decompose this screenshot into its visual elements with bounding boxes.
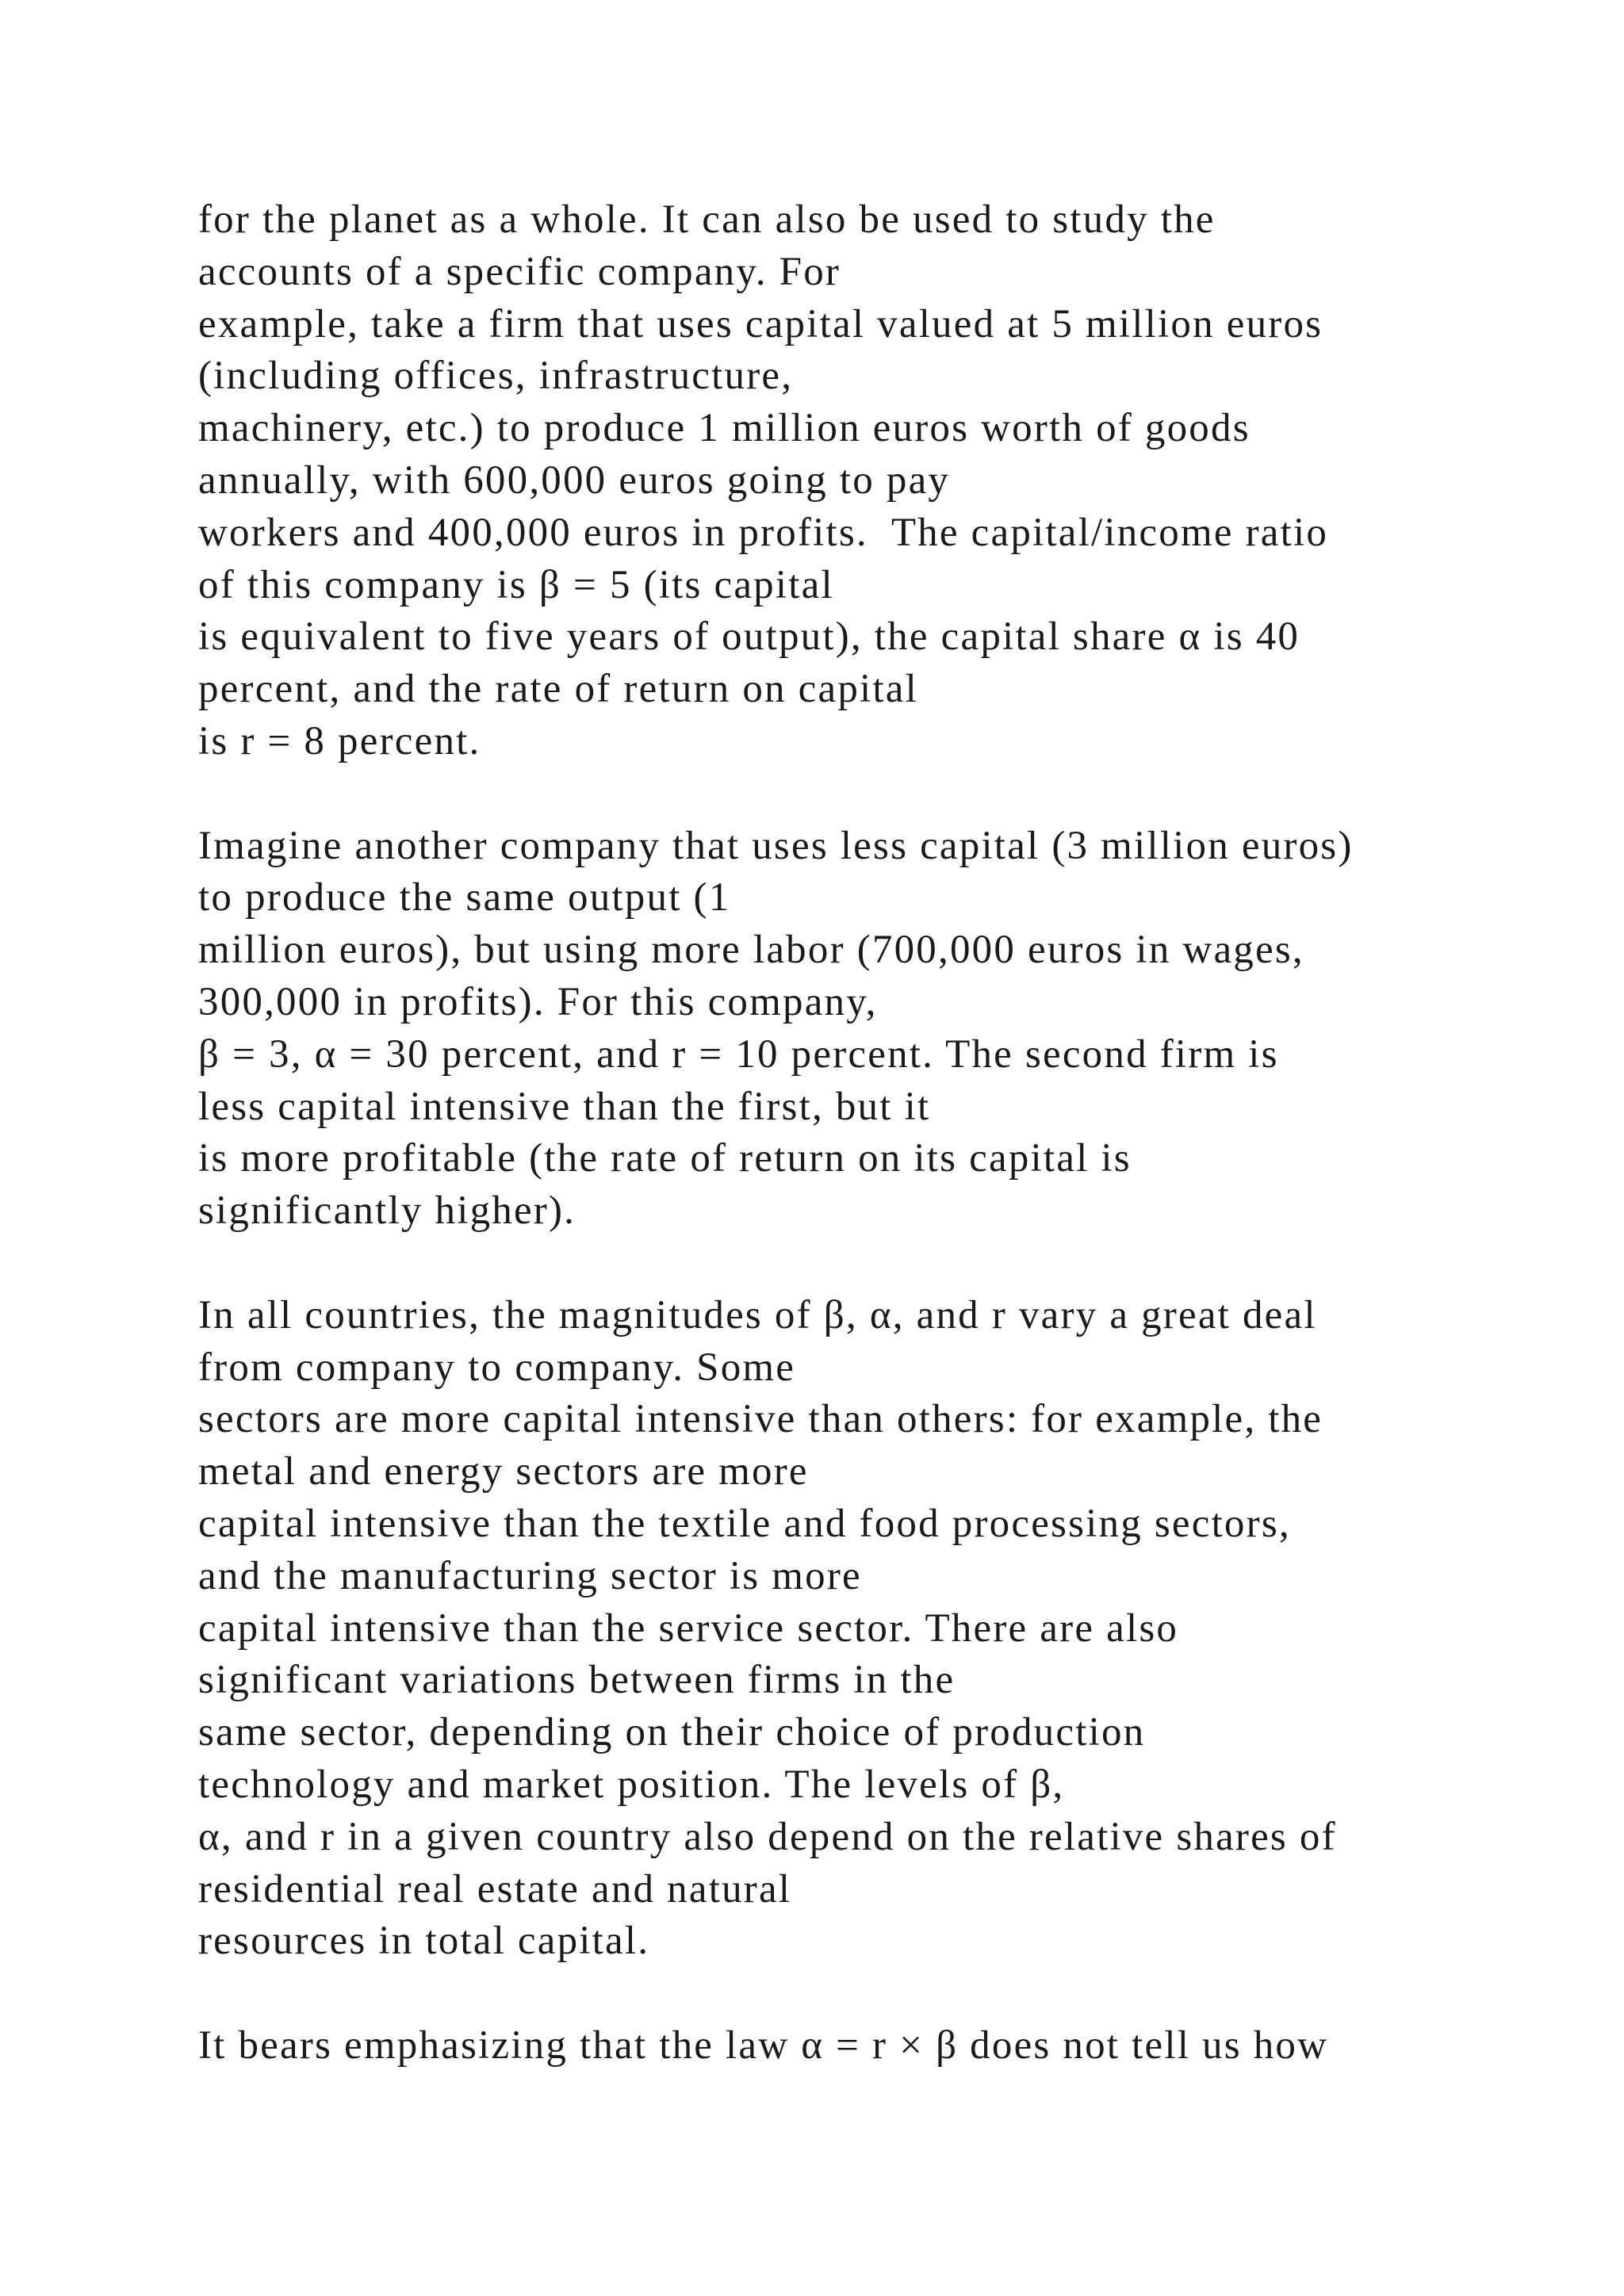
text-line: Imagine another company that uses less capital (3 million euros) <box>198 823 1354 868</box>
text-line: accounts of a specific company. For <box>198 249 841 294</box>
paragraph-4 <box>198 2020 1546 2072</box>
text-line: β = 3, α = 30 percent, and r = 10 percent. The second firm is <box>198 1031 1279 1077</box>
text-line: workers and 400,000 euros in profits. The capital/income ratio <box>198 510 1329 555</box>
text-line: million euros), but using more labor (700,000 euros in wages, <box>198 928 1304 973</box>
paragraph-2 <box>198 821 1546 1238</box>
paragraph-3 <box>198 1290 1546 1968</box>
text-line: same sector, depending on their choice of production <box>198 1710 1146 1755</box>
text-line: residential real estate and natural <box>198 1866 792 1911</box>
text-line: is equivalent to five years of output), the capital share α is 40 <box>198 614 1300 660</box>
text-line: significantly higher). <box>198 1188 576 1234</box>
text-line: (including offices, infrastructure, <box>198 354 794 399</box>
text-line: capital intensive than the textile and food processing sectors, <box>198 1501 1291 1546</box>
text-line: of this company is β = 5 (its capital <box>198 562 834 607</box>
text-line: percent, and the rate of return on capital <box>198 667 919 712</box>
paragraph-spacer <box>198 1968 1546 2020</box>
text-line: annually, with 600,000 euros going to pay <box>198 457 951 503</box>
text-line: metal and energy sectors are more <box>198 1449 809 1494</box>
text-line: is more profitable (the rate of return on its capital is <box>198 1136 1132 1181</box>
text-line: 300,000 in profits). For this company, <box>198 979 878 1024</box>
body-text <box>198 194 1546 2072</box>
paragraph-1 <box>198 194 1546 768</box>
text-line: technology and market position. The levels of β, <box>198 1762 1065 1807</box>
text-line: sectors are more capital intensive than others: for example, the <box>198 1397 1323 1442</box>
text-line: capital intensive than the service sector. There are also <box>198 1605 1179 1651</box>
text-line: from company to company. Some <box>198 1345 796 1390</box>
text-line: less capital intensive than the first, but it <box>198 1084 931 1129</box>
text-line: significant variations between firms in the <box>198 1658 956 1703</box>
text-line: and the manufacturing sector is more <box>198 1553 862 1598</box>
text-line: It bears emphasizing that the law α = r × β does not tell us how <box>198 2022 1329 2068</box>
text-line: In all countries, the magnitudes of β, α, and r vary a great deal <box>198 1292 1317 1337</box>
text-line: for the planet as a whole. It can also be used to study the <box>198 197 1216 242</box>
text-line: is r = 8 percent. <box>198 718 481 763</box>
text-line: to produce the same output (1 <box>198 875 731 920</box>
text-line: example, take a firm that uses capital valued at 5 million euros <box>198 301 1323 346</box>
text-line: resources in total capital. <box>198 1919 650 1964</box>
paragraph-spacer <box>198 1238 1546 1290</box>
text-line: machinery, etc.) to produce 1 million euros worth of goods <box>198 406 1251 451</box>
text-line: α, and r in a given country also depend on the relative shares of <box>198 1814 1337 1859</box>
paragraph-spacer <box>198 768 1546 821</box>
